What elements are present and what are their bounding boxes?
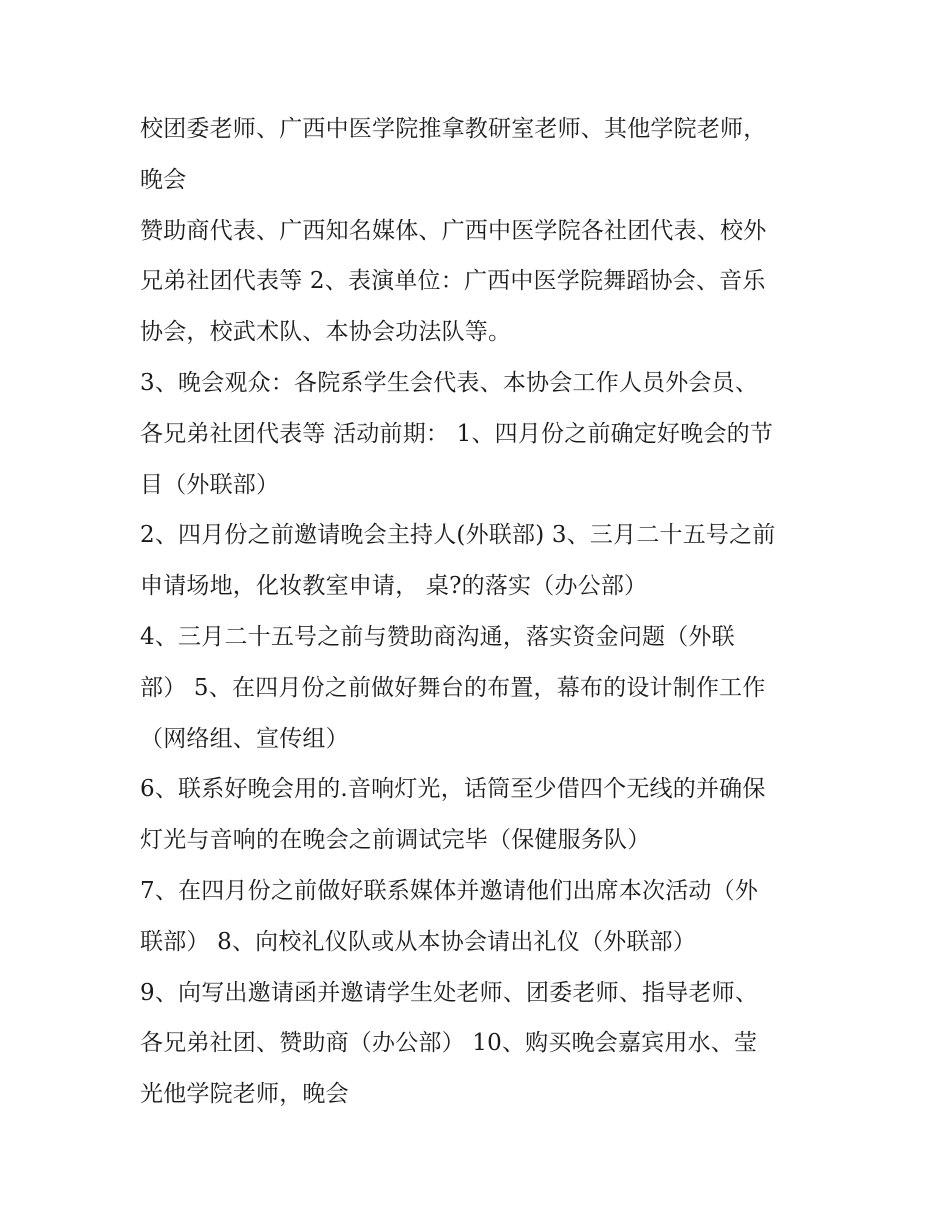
text-line: 7、在四月份之前做好联系媒体并邀请他们出席本次活动（外 <box>140 877 759 904</box>
text-line: 赞助商代表、广西知名媒体、广西中医学院各社团代表、校外 <box>140 217 767 244</box>
text-line: 申请场地，化妆教室申请， 桌?的落实（办公部） <box>140 573 648 600</box>
text-line: 3、晚会观众：各院系学生会代表、本协会工作人员外会员、 <box>140 369 759 396</box>
text-line: 2、四月份之前邀请晚会主持人(外联部) 3、三月二十五号之前 <box>140 522 776 549</box>
text-line: 联部） 8、向校礼仪队或从本协会请出礼仪（外联部） <box>140 928 696 955</box>
text-line: 部） 5、在四月份之前做好舞台的布置，幕布的设计制作工作 <box>140 674 766 701</box>
text-line: 4、三月二十五号之前与赞助商沟通，落实资金问题（外联 <box>140 623 735 650</box>
document-body <box>140 104 840 1120</box>
text-line: 晚会 <box>140 166 187 193</box>
text-line: 光他学院老师，晚会 <box>140 1081 349 1108</box>
text-line: 6、联系好晚会用的.音响灯光，话筒至少借四个无线的并确保 <box>140 776 766 803</box>
text-line: 协会，校武术队、本协会功法队等。 <box>140 319 512 346</box>
text-line: 灯光与音响的在晚会之前调试完毕（保健服务队） <box>140 827 651 854</box>
text-line: 兄弟社团代表等 2、表演单位：广西中医学院舞蹈协会、音乐 <box>140 268 766 295</box>
text-line: 校团委老师、广西中医学院推拿教研室老师、其他学院老师， <box>140 116 767 142</box>
text-line: （网络组、宣传组） <box>140 725 349 752</box>
text-line: 各兄弟社团代表等 活动前期： 1、四月份之前确定好晚会的节 <box>140 420 774 447</box>
text-line: 各兄弟社团、赞助商（办公部） 10、购买晚会嘉宾用水、莹 <box>140 1030 758 1057</box>
text-line: 9、向写出邀请函并邀请学生处老师、团委老师、指导老师、 <box>140 979 759 1006</box>
text-line: 目（外联部） <box>140 471 280 498</box>
